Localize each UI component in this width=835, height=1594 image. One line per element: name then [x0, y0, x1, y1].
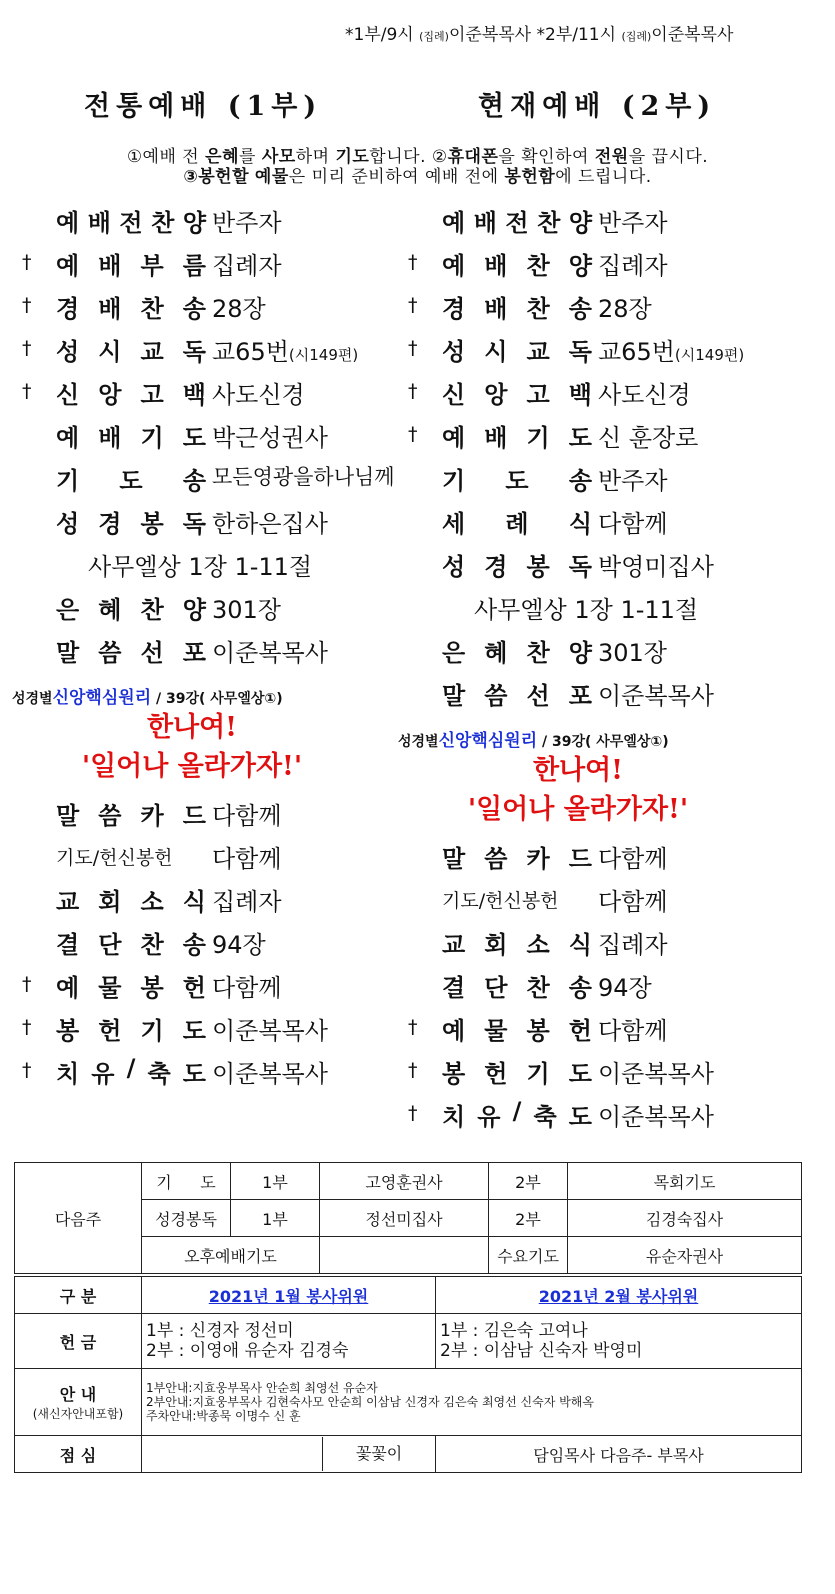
- left-order-label: 기 도 송: [56, 467, 206, 495]
- right-order-row: [408, 836, 828, 879]
- left-order-label: 예 배 기 도: [56, 424, 206, 452]
- left-order-row: [22, 879, 442, 922]
- cross-icon: †: [22, 251, 32, 273]
- left-order-row: [22, 200, 442, 243]
- notice-line-1: ①예배 전 은혜를 사모하며 기도합니다. ②휴대폰을 확인하여 전원을 끕시다.: [126, 147, 709, 167]
- right-order-row: [408, 501, 828, 544]
- right-order-row: [408, 415, 828, 458]
- cross-icon: †: [22, 337, 32, 359]
- right-scripture: [408, 587, 828, 630]
- left-order-row: [22, 630, 442, 673]
- right-order-row: [408, 1051, 828, 1094]
- left-order-value: 이준복목사: [212, 639, 328, 667]
- cross-icon: †: [22, 294, 32, 316]
- left-order-label: 치 유 / 축 도: [56, 1054, 206, 1088]
- right-order-row: [408, 965, 828, 1008]
- left-order-label: 기도/헌신봉헌: [56, 847, 173, 869]
- next-week-title: 다음주: [15, 1163, 142, 1274]
- left-order-label: 성 시 교 독: [56, 338, 206, 366]
- left-sermon-title: [22, 705, 442, 793]
- right-order-row: [408, 630, 828, 673]
- right-order-row: [408, 286, 828, 329]
- right-order-label: 교 회 소 식: [442, 931, 592, 959]
- cross-icon: †: [408, 1059, 418, 1081]
- left-order-value: 다함께: [212, 845, 282, 873]
- right-order-label: 세 례 식: [442, 510, 592, 538]
- right-sermon-title-1: 한나여!: [532, 755, 624, 786]
- left-order-value: 한하은집사: [212, 510, 328, 538]
- right-order-value: 다함께: [598, 845, 668, 873]
- right-order-value: 301장: [598, 639, 667, 667]
- right-order-value: 신 훈장로: [598, 424, 699, 452]
- order-right: [398, 200, 828, 1137]
- left-order-value: 이준복목사: [212, 1060, 328, 1088]
- right-order-value: 다함께: [598, 888, 668, 916]
- left-order-label: 은 혜 찬 양: [56, 596, 206, 624]
- right-sermon-series: 성경별신앙핵심원리 / 39강( 사무엘상①): [398, 731, 669, 751]
- left-order-row: [22, 587, 442, 630]
- left-order-value: 301장: [212, 596, 281, 624]
- right-order-label: 신 앙 고 백: [442, 381, 592, 409]
- left-sermon-series: 성경별신앙핵심원리 / 39강( 사무엘상①): [12, 688, 283, 708]
- right-order-value: 사도신경: [598, 381, 691, 409]
- left-order-row: [22, 415, 442, 458]
- order-left: [12, 200, 442, 1094]
- right-order-label: 말 씀 카 드: [442, 845, 592, 873]
- right-order-row: [408, 1094, 828, 1137]
- left-order-label: 신 앙 고 백: [56, 381, 206, 409]
- left-order-row: [22, 286, 442, 329]
- cross-icon: †: [408, 1016, 418, 1038]
- left-order-value: 교65번(시149편): [212, 338, 359, 366]
- left-order-label: 말 씀 선 포: [56, 639, 206, 667]
- left-order-row: [22, 372, 442, 415]
- left-order-row: [22, 329, 442, 372]
- left-order-label: 경 배 찬 송: [56, 295, 206, 323]
- left-sermon-title-1: 한나여!: [146, 712, 238, 743]
- next-week-table: 다음주 기 도 1부 고영훈권사 2부 목회기도 성경봉독 1부 정선미집사 2부 김경숙집사 오후예배기도 수요기도 유순자권사: [14, 1162, 802, 1274]
- right-order-value: 94장: [598, 974, 652, 1002]
- left-order-value: 집례자: [212, 888, 282, 916]
- right-order-label: 봉 헌 기 도: [442, 1060, 592, 1088]
- cross-icon: †: [22, 973, 32, 995]
- right-order-label: 기도/헌신봉헌: [442, 890, 559, 912]
- left-order-value: 94장: [212, 931, 266, 959]
- right-order-value: 이준복목사: [598, 1103, 714, 1131]
- heading-right: 현재예배 (2부): [478, 91, 717, 122]
- right-order-row: [408, 879, 828, 922]
- right-sermon-title-2: '일어나 올라가자!': [467, 794, 689, 825]
- right-order-value: 다함께: [598, 1017, 668, 1045]
- top-schedule: *1부/9시 (집례)이준복목사 *2부/11시 (집례)이준복목사: [345, 25, 734, 45]
- cross-icon: †: [408, 1102, 418, 1124]
- left-order-value: 반주자: [212, 209, 282, 237]
- cross-icon: †: [22, 1059, 32, 1081]
- left-scripture: [22, 544, 442, 587]
- left-order-row: [22, 501, 442, 544]
- left-order-value: 사도신경: [212, 381, 305, 409]
- right-scripture-text: 사무엘상 1장 1-11절: [474, 596, 699, 624]
- right-order-label: 성 시 교 독: [442, 338, 592, 366]
- feb-link[interactable]: 2021년 2월 봉사위원: [436, 1277, 802, 1314]
- left-order-row: [22, 793, 442, 836]
- left-order-row: [22, 965, 442, 1008]
- cross-icon: †: [22, 380, 32, 402]
- left-order-row: [22, 1051, 442, 1094]
- left-order-value: 다함께: [212, 802, 282, 830]
- right-order-row: [408, 243, 828, 286]
- left-order-value: 박근성권사: [212, 424, 328, 452]
- left-order-value: 다함께: [212, 974, 282, 1002]
- right-order-label: 결 단 찬 송: [442, 974, 592, 1002]
- right-order-value: 28장: [598, 295, 652, 323]
- left-order-label: 말 씀 카 드: [56, 802, 206, 830]
- right-sermon-title: [408, 748, 828, 836]
- left-order-label: 예 배 전 찬 양: [56, 209, 206, 237]
- right-order-value: 다함께: [598, 510, 668, 538]
- left-order-row: [22, 922, 442, 965]
- right-order-value: 반주자: [598, 209, 668, 237]
- left-order-label: 예 물 봉 헌: [56, 974, 206, 1002]
- left-order-label: 결 단 찬 송: [56, 931, 206, 959]
- left-sermon-title-2: '일어나 올라가자!': [81, 751, 303, 782]
- right-order-value: 박영미집사: [598, 553, 714, 581]
- right-order-row: [408, 544, 828, 587]
- cross-icon: †: [408, 423, 418, 445]
- left-order-value: 모든영광을하나님께: [212, 465, 395, 489]
- right-order-label: 성 경 봉 독: [442, 553, 592, 581]
- left-order-value: 28장: [212, 295, 266, 323]
- right-order-value: 집례자: [598, 252, 668, 280]
- right-order-label: 말 씀 선 포: [442, 682, 592, 710]
- right-order-row: [408, 458, 828, 501]
- cross-icon: †: [408, 294, 418, 316]
- left-scripture-text: 사무엘상 1장 1-11절: [88, 553, 313, 581]
- cross-icon: †: [408, 337, 418, 359]
- right-order-row: [408, 200, 828, 243]
- left-order-label: 성 경 봉 독: [56, 510, 206, 538]
- right-order-label: 예 물 봉 헌: [442, 1017, 592, 1045]
- right-order-label: 예 배 전 찬 양: [442, 209, 592, 237]
- right-order-value: 이준복목사: [598, 1060, 714, 1088]
- left-order-label: 봉 헌 기 도: [56, 1017, 206, 1045]
- right-order-label: 경 배 찬 송: [442, 295, 592, 323]
- left-order-value: 집례자: [212, 252, 282, 280]
- jan-link[interactable]: 2021년 1월 봉사위원: [142, 1277, 436, 1314]
- right-order-value: 교65번(시149편): [598, 338, 745, 366]
- left-order-row: [22, 836, 442, 879]
- cross-icon: †: [22, 1016, 32, 1038]
- cross-icon: †: [408, 251, 418, 273]
- right-order-label: 은 혜 찬 양: [442, 639, 592, 667]
- right-order-label: 예 배 기 도: [442, 424, 592, 452]
- notice-line-2: ③봉헌할 예물은 미리 준비하여 예배 전에 봉헌함에 드립니다.: [183, 167, 652, 187]
- right-order-row: [408, 1008, 828, 1051]
- right-order-value: 반주자: [598, 467, 668, 495]
- left-order-value: 이준복목사: [212, 1017, 328, 1045]
- right-order-row: [408, 329, 828, 372]
- left-order-label: 교 회 소 식: [56, 888, 206, 916]
- right-order-label: 예 배 찬 양: [442, 252, 592, 280]
- right-order-row: [408, 372, 828, 415]
- right-order-label: 기 도 송: [442, 467, 592, 495]
- right-order-row: [408, 922, 828, 965]
- right-order-row: [408, 673, 828, 716]
- cross-icon: †: [408, 380, 418, 402]
- left-order-row: [22, 458, 442, 501]
- service-table: 구 분 2021년 1월 봉사위원 2021년 2월 봉사위원 헌 금 1부 : 신경자 정선미 2부 : 이영애 유순자 김경숙 1부 : 김은숙 고여나 2부 : 이삼남 신숙자 박영미 안 내 (새신자안내포함) 1부안내:지효웅부목사 안순희 최영선 유순자 2부안내:지효웅부목사 김현숙사모 안순희 이삼남 신경자 김은숙 최영선 신숙자 박해옥 주차안내:박종묵 이명수 신 훈 점 심 꽃꽃이 담임목사 다음주- 부목사: [14, 1276, 802, 1473]
- left-order-label: 예 배 부 름: [56, 252, 206, 280]
- right-order-label: 치 유 / 축 도: [442, 1097, 592, 1131]
- right-order-value: 집례자: [598, 931, 668, 959]
- left-order-row: [22, 243, 442, 286]
- left-order-row: [22, 1008, 442, 1051]
- right-order-value: 이준복목사: [598, 682, 714, 710]
- heading-left: 전통예배 (1부): [84, 91, 323, 122]
